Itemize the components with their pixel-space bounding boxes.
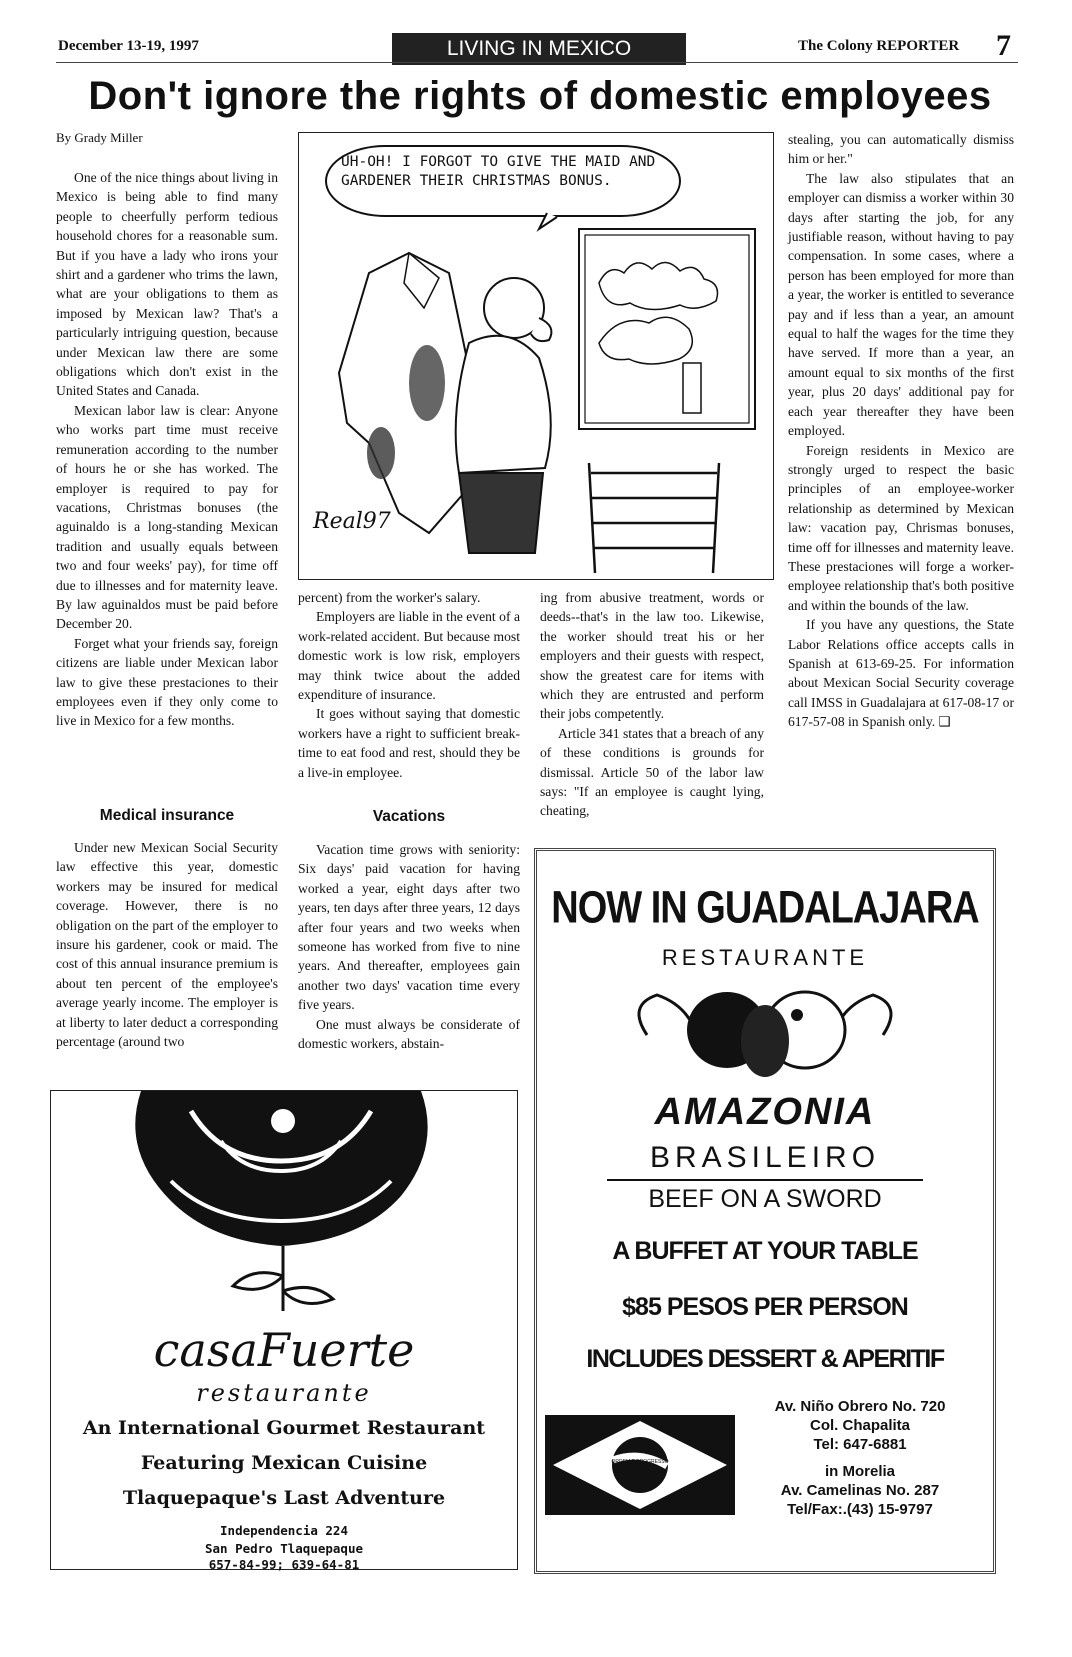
rose-icon	[51, 1091, 517, 1341]
amazonia-addr3: Tel: 647-6881	[813, 1436, 907, 1453]
casa-fuerte-logo: casaFuerte	[153, 1323, 415, 1377]
paragraph: ing from abusive treatment, words or deeds--that's in the law too. Likewise, the worker should treat his or her employers and their guests with respect, show the greatest care for items with which they are entrusted and perform their jobs competently.	[540, 590, 764, 722]
amazonia-line3: INCLUDES DESSERT & APERITIF	[586, 1345, 944, 1373]
amazonia-addr2: Col. Chapalita	[809, 1417, 910, 1434]
casa-fuerte-line2: Featuring Mexican Cuisine	[140, 1452, 428, 1474]
paragraph: If you have any questions, the State Labor Relations office accepts calls in Spanish at 613-69-25. For information about Mexican Social Security coverage call IMSS in Guadalajara at 617-08-17 or 617-57-08 in Spanish only. ❑	[788, 617, 1014, 730]
article-column-2	[298, 588, 520, 782]
parrot-icon	[537, 975, 993, 1085]
cartoon-signature: Real97	[313, 509, 391, 534]
casa-fuerte-ad	[50, 1090, 518, 1570]
subheading-medical: Medical insurance	[99, 807, 235, 824]
amazonia-tag: BEEF ON A SWORD	[648, 1185, 882, 1213]
amazonia-arc: RESTAURANTE	[661, 945, 869, 970]
paragraph: Employers are liable in the event of a work-related accident. But because most domestic work is low risk, employers may think twice about the added expenditure of insurance.	[298, 609, 520, 703]
amazonia-addr5: Av. Camelinas No. 287	[780, 1482, 940, 1499]
section-title: LIVING IN MEXICO	[392, 33, 686, 65]
amazonia-ad	[534, 848, 996, 1574]
page-number: 7	[996, 29, 1011, 62]
brazil-flag-icon	[545, 1415, 735, 1515]
flag-motto: ORDEM E PROGRESSO	[611, 1459, 669, 1465]
paragraph: Under new Mexican Social Security law effective this year, domestic workers may be insured for medical coverage. However, there is no obligation on the part of the employer to insure his gardener, cook or maid. The cost of this annual insurance premium is about ten percent of the employee's average yearly income. The employer is at liberty to later deduct a corresponding percentage (around two	[56, 840, 278, 1050]
header-rule	[56, 62, 1018, 63]
paragraph: stealing, you can automatically dismiss him or her."	[788, 132, 1014, 167]
paper-name: The Colony REPORTER	[798, 38, 960, 54]
paragraph: One of the nice things about living in Mexico is being able to find many people to cheerfully perform tedious household chores for a reasonable sum. But if you have a lady who irons your shirt and a gardener who trims the lawn, what are your obligations to them as imposed by Mexican law? That's a particularly intriguing question, because under Mexican law there are some obligations which don't exist in the United States and Canada.	[56, 170, 278, 399]
amazonia-name: AMAZONIA	[654, 1091, 876, 1133]
issue-date: December 13-19, 1997	[58, 38, 199, 54]
byline: By Grady Miller	[56, 130, 143, 145]
paragraph: Mexican labor law is clear: Anyone who works part time must receive remuneration according to the number of hours he or she has worked. The employer is required to pay for vacations, Christmas bonuses (the aguinaldo is a long-standing Mexican tradition and usually equals between two and four weeks' pay), for time off due to illnesses and for maternity leave. By law aguinaldos must be paid before December 20.	[56, 402, 278, 632]
paragraph: One must always be considerate of domestic workers, abstain-	[298, 1016, 520, 1052]
subheading-vacations: Vacations	[372, 808, 446, 825]
casa-fuerte-tag: restaurante	[196, 1379, 372, 1407]
paragraph: Vacation time grows with seniority: Six days' paid vacation for having worked a year, eight days after two years, ten days after three years, 12 days after four years and two weeks when someone has worked from five to nine years. And thereafter, employees gain another two days' vacation time every five years.	[298, 842, 520, 1013]
amazonia-divider	[607, 1179, 923, 1181]
amazonia-addr6: Tel/Fax:.(43) 15-9797	[787, 1501, 933, 1518]
casa-fuerte-address2: San Pedro Tlaquepaque	[204, 1541, 364, 1556]
casa-fuerte-line1: An International Gourmet Restaurant	[82, 1417, 486, 1439]
casa-fuerte-line3: Tlaquepaque's Last Adventure	[122, 1487, 446, 1509]
article-headline: Don't ignore the rights of domestic employees	[88, 74, 992, 118]
paragraph: It goes without saying that domestic workers have a right to sufficient break-time to eat food and rest, should they be a live-in employee.	[298, 706, 520, 780]
casa-fuerte-phones: 657-84-99; 639-64-81	[208, 1557, 360, 1572]
amazonia-addresses	[727, 1397, 993, 1519]
speech-bubble: UH-OH! I FORGOT TO GIVE THE MAID AND GARDENER THEIR CHRISTMAS BONUS.	[325, 145, 681, 217]
article-column-4	[788, 130, 1014, 732]
article-column-1b	[56, 838, 278, 1051]
amazonia-headline: NOW IN GUADALAJARA	[551, 882, 979, 934]
amazonia-addr1: Av. Niño Obrero No. 720	[774, 1398, 946, 1415]
casa-fuerte-address1: Independencia 224	[220, 1523, 348, 1538]
editorial-cartoon	[298, 132, 774, 580]
paragraph: The law also stipulates that an employer can dismiss a worker within 30 days after starting the job, for any justifiable reason, without having to pay compensation. In some cases, where a person has been employed for more than a year, the worker is entitled to severance pay and if less than a year, an amount equal to half the wages for the time they have served. If more than a year, an amount equal to six months of the first year, plus 20 days' additional pay for each year thereafter they have been employed.	[788, 170, 1014, 439]
amazonia-name2: BRASILEIRO	[649, 1141, 881, 1174]
paragraph: Article 341 states that a breach of any of these conditions is grounds for dismissal. Article 50 of the labor law says: "If an employee is caught lying, cheating,	[540, 725, 764, 819]
article-column-3	[540, 588, 764, 821]
paragraph: Forget what your friends say, foreign citizens are liable under Mexican labor law to give these prestaciones to their employees even if they only come to live in Mexico for a few months.	[56, 635, 278, 729]
amazonia-line1: A BUFFET AT YOUR TABLE	[612, 1237, 918, 1265]
amazonia-line2: $85 PESOS PER PERSON	[622, 1293, 908, 1321]
amazonia-addr4: in Morelia	[824, 1463, 895, 1480]
paragraph: Foreign residents in Mexico are strongly urged to respect the basic principles of an employee-worker relationship as determined by Mexican law: vacation pay, Chrismas bonuses, time off for illnesses and maternity leave. These prestaciones will forge a worker-employee relationship that's both positive and within the bounds of the law.	[788, 442, 1014, 613]
article-column-1	[56, 168, 278, 731]
article-column-2b	[298, 840, 520, 1053]
paragraph: percent) from the worker's salary.	[298, 590, 481, 605]
